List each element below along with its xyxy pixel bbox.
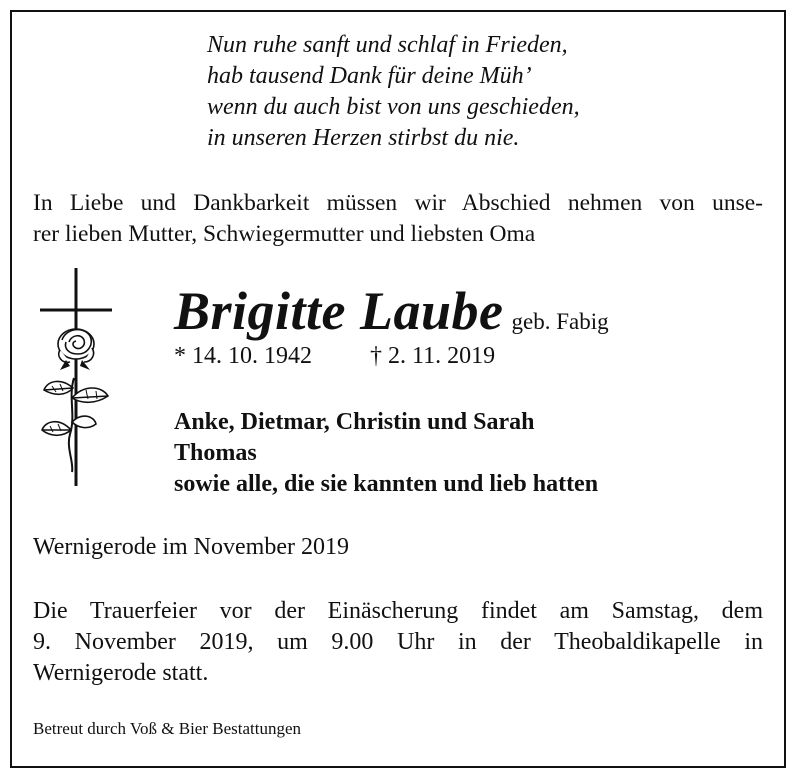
- life-dates: [174, 343, 495, 370]
- death-date: † 2. 11. 2019: [370, 343, 496, 369]
- funeral-info: [33, 596, 763, 689]
- deceased-name: Brigitte Laube: [174, 281, 504, 341]
- poem-line: wenn du auch bist von uns geschieden,: [207, 94, 580, 120]
- funeral-line: 9. November 2019, um 9.00 Uhr in der Theobaldikapelle in: [33, 629, 763, 655]
- place-date: Wernigerode im November 2019: [33, 534, 349, 560]
- funeral-line: Die Trauerfeier vor der Einäscherung findet am Samstag, dem: [33, 598, 763, 624]
- cross-with-rose-icon: [36, 266, 116, 488]
- mourners-line: Anke, Dietmar, Christin und Sarah: [174, 409, 535, 435]
- deceased-name-line: [174, 280, 609, 342]
- poem-line: in unseren Herzen stirbst du nie.: [207, 125, 520, 151]
- poem-line: Nun ruhe sanft und schlaf in Frieden,: [207, 32, 568, 58]
- birth-date: * 14. 10. 1942: [174, 343, 312, 369]
- poem-line: hab tausend Dank für deine Müh’: [207, 63, 532, 89]
- intro-line: rer lieben Mutter, Schwiegermutter und liebsten Oma: [33, 221, 536, 247]
- mourners-list: [174, 407, 598, 500]
- undertaker-credit: Betreut durch Voß & Bier Bestattungen: [33, 719, 302, 738]
- poem: [207, 30, 580, 154]
- funeral-line: Wernigerode statt.: [33, 660, 209, 686]
- intro-line: In Liebe und Dankbarkeit müssen wir Abschied nehmen von unse-: [33, 190, 763, 216]
- mourners-line: sowie alle, die sie kannten und lieb hatten: [174, 471, 599, 497]
- intro-text: [33, 188, 763, 250]
- birth-name: geb. Fabig: [511, 309, 609, 334]
- mourners-line: Thomas: [174, 440, 257, 466]
